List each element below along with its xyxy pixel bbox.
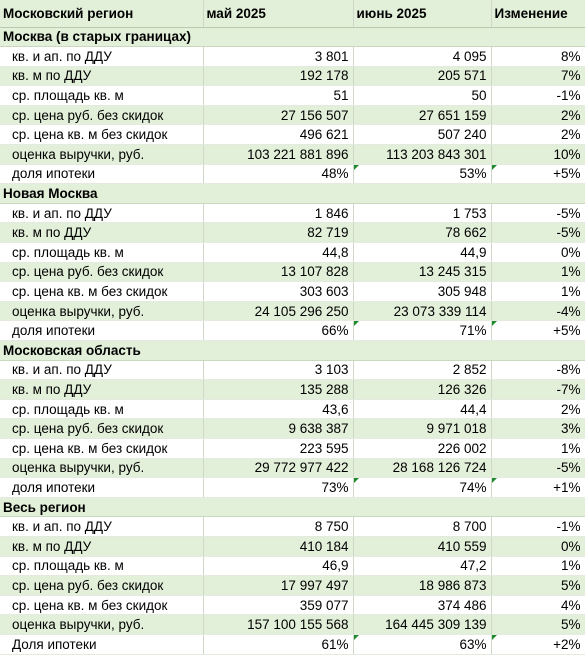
table-row bbox=[0, 223, 585, 243]
june-value: 8 700 bbox=[353, 517, 491, 537]
june-value: 63% bbox=[353, 634, 491, 654]
section-row bbox=[0, 27, 585, 47]
table-row bbox=[0, 478, 585, 498]
row-label: доля ипотеки bbox=[0, 164, 203, 184]
may-value: 82 719 bbox=[203, 223, 353, 243]
may-value: 43,6 bbox=[203, 399, 353, 419]
change-value: 5% bbox=[491, 576, 585, 596]
table-row bbox=[0, 47, 585, 67]
june-value: 44,9 bbox=[353, 243, 491, 263]
row-label: оценка выручки, руб. bbox=[0, 301, 203, 321]
change-value: -1% bbox=[491, 86, 585, 106]
june-value: 374 486 bbox=[353, 595, 491, 615]
row-label: ср. площадь кв. м bbox=[0, 556, 203, 576]
table-row bbox=[0, 321, 585, 341]
table-row bbox=[0, 86, 585, 106]
may-value: 135 288 bbox=[203, 380, 353, 400]
change-value: -5% bbox=[491, 458, 585, 478]
row-label: ср. площадь кв. м bbox=[0, 243, 203, 263]
table-row bbox=[0, 164, 585, 184]
may-value: 27 156 507 bbox=[203, 105, 353, 125]
may-value: 44,8 bbox=[203, 243, 353, 263]
table-row bbox=[0, 399, 585, 419]
june-value: 305 948 bbox=[353, 282, 491, 302]
row-label: оценка выручки, руб. bbox=[0, 615, 203, 635]
row-label: доля ипотеки bbox=[0, 478, 203, 498]
table-row bbox=[0, 458, 585, 478]
table-row bbox=[0, 282, 585, 302]
change-value: +1% bbox=[491, 478, 585, 498]
header-region: Московский регион bbox=[0, 0, 203, 27]
table-row bbox=[0, 536, 585, 556]
may-value: 73% bbox=[203, 478, 353, 498]
row-label: ср. цена руб. без скидок bbox=[0, 105, 203, 125]
june-value: 410 559 bbox=[353, 536, 491, 556]
table-row bbox=[0, 438, 585, 458]
table-row bbox=[0, 634, 585, 654]
row-label: кв. и ап. по ДДУ bbox=[0, 203, 203, 223]
row-label: ср. цена руб. без скидок bbox=[0, 419, 203, 439]
change-value: 8% bbox=[491, 47, 585, 67]
row-label: ср. цена руб. без скидок bbox=[0, 576, 203, 596]
june-value: 113 203 843 301 bbox=[353, 145, 491, 165]
table-row bbox=[0, 125, 585, 145]
june-value: 226 002 bbox=[353, 438, 491, 458]
june-value: 78 662 bbox=[353, 223, 491, 243]
may-value: 103 221 881 896 bbox=[203, 145, 353, 165]
table-row bbox=[0, 419, 585, 439]
may-value: 48% bbox=[203, 164, 353, 184]
row-label: ср. площадь кв. м bbox=[0, 399, 203, 419]
change-value: -8% bbox=[491, 360, 585, 380]
row-label: ср. цена кв. м без скидок bbox=[0, 438, 203, 458]
row-label: кв. и ап. по ДДУ bbox=[0, 517, 203, 537]
may-value: 9 638 387 bbox=[203, 419, 353, 439]
june-value: 28 168 126 724 bbox=[353, 458, 491, 478]
june-value: 164 445 309 139 bbox=[353, 615, 491, 635]
section-row bbox=[0, 497, 585, 517]
header-row bbox=[0, 0, 585, 27]
june-value: 4 095 bbox=[353, 47, 491, 67]
may-value: 61% bbox=[203, 634, 353, 654]
table-row bbox=[0, 105, 585, 125]
june-value: 44,4 bbox=[353, 399, 491, 419]
change-value: 0% bbox=[491, 243, 585, 263]
june-value: 47,2 bbox=[353, 556, 491, 576]
june-value: 23 073 339 114 bbox=[353, 301, 491, 321]
june-value: 1 753 bbox=[353, 203, 491, 223]
table-row bbox=[0, 380, 585, 400]
may-value: 496 621 bbox=[203, 125, 353, 145]
june-value: 74% bbox=[353, 478, 491, 498]
table-row bbox=[0, 301, 585, 321]
may-value: 410 184 bbox=[203, 536, 353, 556]
june-value: 2 852 bbox=[353, 360, 491, 380]
change-value: +5% bbox=[491, 164, 585, 184]
june-value: 27 651 159 bbox=[353, 105, 491, 125]
may-value: 1 846 bbox=[203, 203, 353, 223]
june-value: 126 326 bbox=[353, 380, 491, 400]
change-value: -4% bbox=[491, 301, 585, 321]
may-value: 46,9 bbox=[203, 556, 353, 576]
table-row bbox=[0, 576, 585, 596]
may-value: 51 bbox=[203, 86, 353, 106]
row-label: ср. цена кв. м без скидок bbox=[0, 125, 203, 145]
table-row bbox=[0, 360, 585, 380]
june-value: 13 245 315 bbox=[353, 262, 491, 282]
table-row bbox=[0, 66, 585, 86]
section-title: Весь регион bbox=[0, 497, 585, 517]
change-value: 4% bbox=[491, 595, 585, 615]
row-label: кв. и ап. по ДДУ bbox=[0, 47, 203, 67]
change-value: 1% bbox=[491, 556, 585, 576]
row-label: ср. цена руб. без скидок bbox=[0, 262, 203, 282]
row-label: кв. м по ДДУ bbox=[0, 66, 203, 86]
change-value: 5% bbox=[491, 615, 585, 635]
change-value: -5% bbox=[491, 223, 585, 243]
section-title: Московская область bbox=[0, 341, 585, 361]
may-value: 157 100 155 568 bbox=[203, 615, 353, 635]
section-title: Москва (в старых границах) bbox=[0, 27, 585, 47]
row-label: оценка выручки, руб. bbox=[0, 458, 203, 478]
row-label: ср. цена кв. м без скидок bbox=[0, 282, 203, 302]
table-row bbox=[0, 203, 585, 223]
header-june: июнь 2025 bbox=[353, 0, 491, 27]
table-row bbox=[0, 145, 585, 165]
change-value: 2% bbox=[491, 399, 585, 419]
change-value: 0% bbox=[491, 536, 585, 556]
row-label: кв. м по ДДУ bbox=[0, 536, 203, 556]
change-value: +5% bbox=[491, 321, 585, 341]
table-row bbox=[0, 556, 585, 576]
table-row bbox=[0, 517, 585, 537]
change-value: 3% bbox=[491, 419, 585, 439]
change-value: 2% bbox=[491, 105, 585, 125]
may-value: 303 603 bbox=[203, 282, 353, 302]
june-value: 53% bbox=[353, 164, 491, 184]
may-value: 8 750 bbox=[203, 517, 353, 537]
row-label: ср. цена кв. м без скидок bbox=[0, 595, 203, 615]
change-value: -5% bbox=[491, 203, 585, 223]
may-value: 359 077 bbox=[203, 595, 353, 615]
change-value: 1% bbox=[491, 262, 585, 282]
june-value: 50 bbox=[353, 86, 491, 106]
header-may: май 2025 bbox=[203, 0, 353, 27]
section-row bbox=[0, 341, 585, 361]
june-value: 9 971 018 bbox=[353, 419, 491, 439]
may-value: 3 103 bbox=[203, 360, 353, 380]
change-value: 1% bbox=[491, 282, 585, 302]
may-value: 13 107 828 bbox=[203, 262, 353, 282]
may-value: 66% bbox=[203, 321, 353, 341]
table-body bbox=[0, 27, 585, 654]
row-label: кв. м по ДДУ bbox=[0, 380, 203, 400]
row-label: ср. площадь кв. м bbox=[0, 86, 203, 106]
row-label: оценка выручки, руб. bbox=[0, 145, 203, 165]
may-value: 24 105 296 250 bbox=[203, 301, 353, 321]
table-row bbox=[0, 615, 585, 635]
header-change: Изменение bbox=[491, 0, 585, 27]
change-value: +2% bbox=[491, 634, 585, 654]
row-label: Доля ипотеки bbox=[0, 634, 203, 654]
section-row bbox=[0, 184, 585, 204]
may-value: 192 178 bbox=[203, 66, 353, 86]
section-title: Новая Москва bbox=[0, 184, 585, 204]
change-value: 10% bbox=[491, 145, 585, 165]
table-row bbox=[0, 262, 585, 282]
change-value: -7% bbox=[491, 380, 585, 400]
change-value: 1% bbox=[491, 438, 585, 458]
may-value: 17 997 497 bbox=[203, 576, 353, 596]
change-value: -1% bbox=[491, 517, 585, 537]
june-value: 71% bbox=[353, 321, 491, 341]
row-label: кв. и ап. по ДДУ bbox=[0, 360, 203, 380]
table-row bbox=[0, 243, 585, 263]
change-value: 7% bbox=[491, 66, 585, 86]
change-value: 2% bbox=[491, 125, 585, 145]
may-value: 223 595 bbox=[203, 438, 353, 458]
june-value: 507 240 bbox=[353, 125, 491, 145]
may-value: 29 772 977 422 bbox=[203, 458, 353, 478]
row-label: доля ипотеки bbox=[0, 321, 203, 341]
june-value: 18 986 873 bbox=[353, 576, 491, 596]
june-value: 205 571 bbox=[353, 66, 491, 86]
table-row bbox=[0, 595, 585, 615]
row-label: кв. м по ДДУ bbox=[0, 223, 203, 243]
may-value: 3 801 bbox=[203, 47, 353, 67]
